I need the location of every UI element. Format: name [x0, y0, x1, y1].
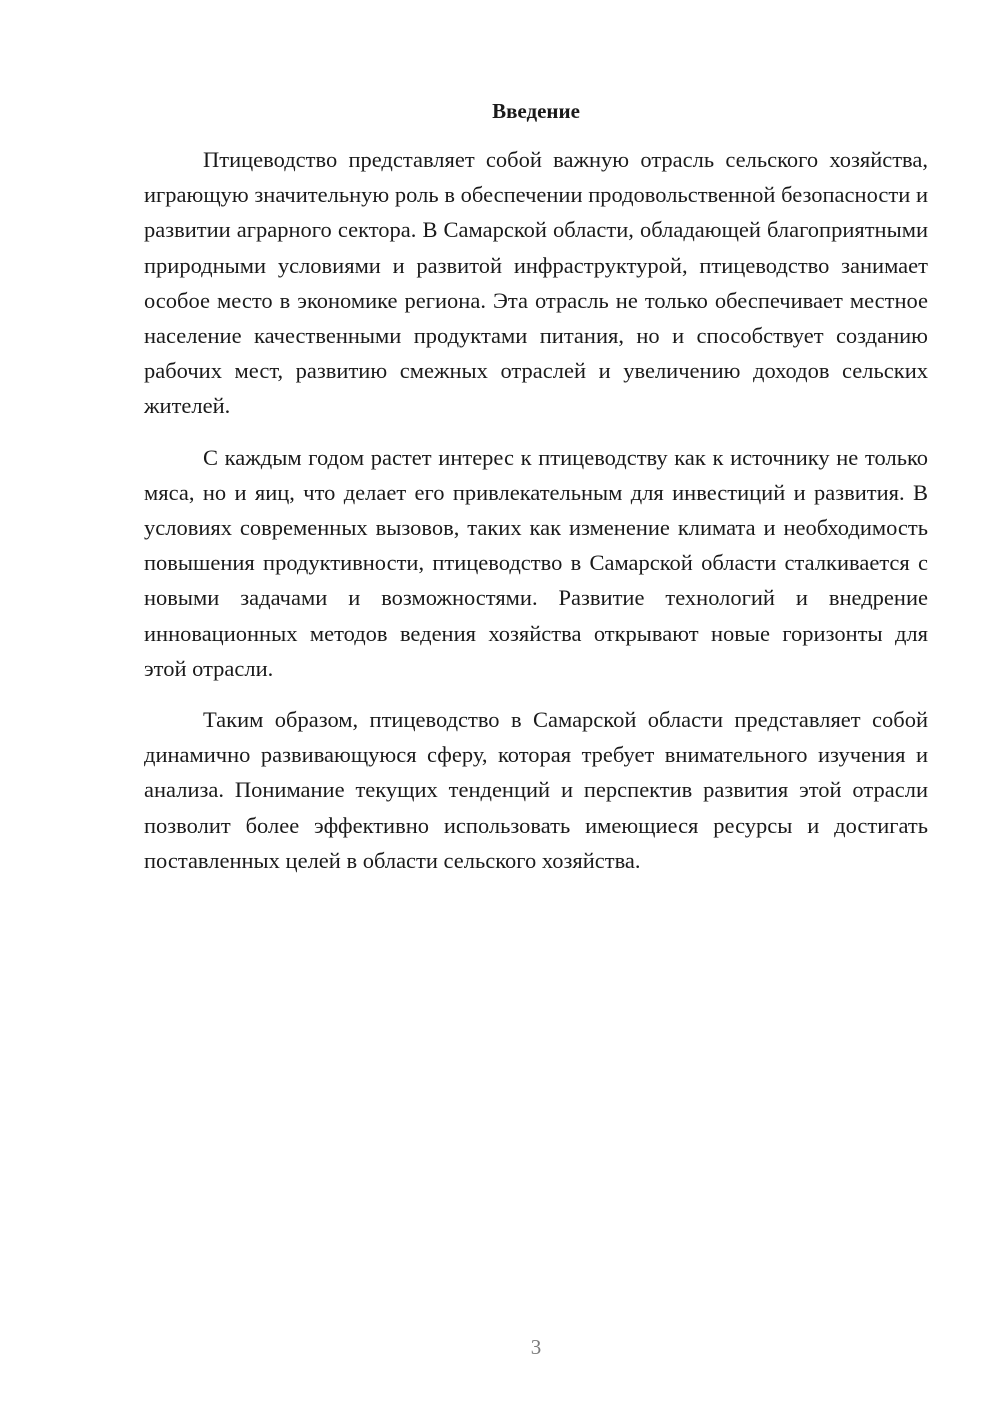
paragraph: С каждым годом растет интерес к птицеводству как к источнику не только мяса, но и яиц, что делает его привлекательным для инвестиций и развития. В условиях современных вызовов, таких как изменение климата и необходимость повышения продуктивности, птицеводство в Самарской области сталкивается с новыми задачами и возможностями. Развитие технологий и внедрение инновационных методов ведения хозяйства открывают новые горизонты для этой отрасли.	[144, 444, 928, 681]
page-number: 3	[530, 1335, 542, 1359]
paragraph: Птицеводство представляет собой важную отрасль сельского хозяйства, играющую значительную роль в обеспечении продовольственной безопасности и развитии аграрного сектора. В Самарской области, обладающей благоприятными природными условиями и развитой инфраструктурой, птицеводство занимает особое место в экономике региона. Эта отрасль не только обеспечивает местное население качественными продуктами питания, но и способствует созданию рабочих мест, развитию смежных отраслей и увеличению доходов сельских жителей.	[144, 147, 928, 419]
paragraph: Таким образом, птицеводство в Самарской области представляет собой динамично развивающуюся сферу, которая требует внимательного изучения и анализа. Понимание текущих тенденций и перспектив развития этой отрасли позволит более эффективно использовать имеющиеся ресурсы и достигать поставленных целей в области сельского хозяйства.	[144, 707, 928, 873]
body-text	[144, 142, 928, 894]
section-heading: Введение	[492, 99, 580, 123]
